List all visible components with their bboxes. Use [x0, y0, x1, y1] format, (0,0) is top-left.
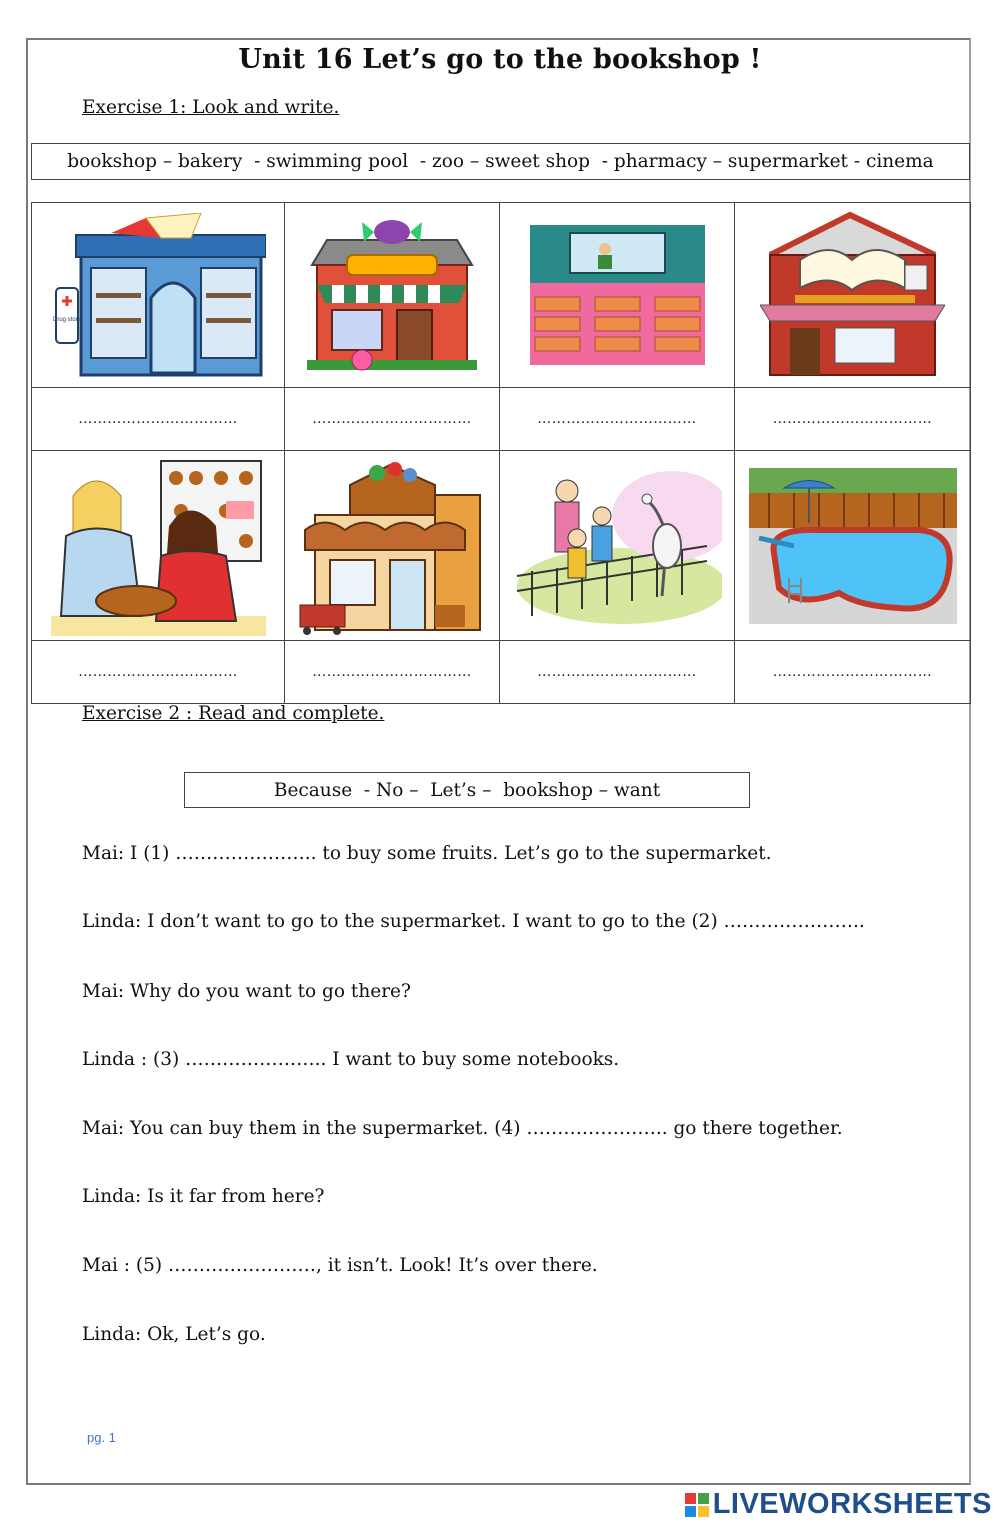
picture-cell-7: [500, 451, 735, 641]
zoo-icon: [512, 466, 722, 626]
sweet-shop-icon: [292, 210, 492, 380]
dialog-line-7[interactable]: Mai : (5) ……………………, it isn’t. Look! It’s over there.: [82, 1255, 598, 1276]
dialog-line-2[interactable]: Linda: I don’t want to go to the supermarket. I want to go to the (2) …………………..: [82, 911, 865, 932]
cinema-icon: [530, 225, 705, 365]
exercise1-word-bank: bookshop – bakery - swimming pool - zoo – sweet shop - pharmacy – supermarket - cinema: [31, 143, 970, 180]
picture-cell-6: [285, 451, 500, 641]
answer-blank-4[interactable]: ……………………………: [735, 388, 971, 451]
pharmacy-icon: [51, 213, 266, 378]
answer-blank-7[interactable]: ……………………………: [500, 641, 735, 704]
answer-blank-8[interactable]: ……………………………: [735, 641, 971, 704]
page-title: Unit 16 Let’s go to the bookshop !: [238, 44, 762, 75]
picture-cell-4: [735, 203, 971, 388]
dialog-line-8: Linda: Ok, Let’s go.: [82, 1324, 266, 1345]
picture-cell-8: [735, 451, 971, 641]
swimming-pool-icon: [749, 468, 957, 624]
picture-cell-5: [32, 451, 285, 641]
dialog-line-3: Mai: Why do you want to go there?: [82, 981, 411, 1002]
dialog-line-1[interactable]: Mai: I (1) ………………….. to buy some fruits. Let’s go to the supermarket.: [82, 843, 772, 864]
answer-blank-3[interactable]: ……………………………: [500, 388, 735, 451]
liveworksheets-logo-icon: [684, 1492, 710, 1518]
exercise1-picture-grid: [31, 202, 971, 704]
brand-text: LIVEWORKSHEETS: [712, 1488, 992, 1520]
bakery-icon: [51, 456, 266, 636]
page-number: pg. 1: [87, 1430, 116, 1445]
exercise1-heading: Exercise 1: Look and write.: [82, 97, 340, 118]
pharmacy-sign-text: Drug store: [52, 316, 81, 323]
exercise2-heading: Exercise 2 : Read and complete.: [82, 703, 385, 724]
answer-blank-2[interactable]: ……………………………: [285, 388, 500, 451]
answer-blank-1[interactable]: ……………………………: [32, 388, 285, 451]
picture-cell-1: [32, 203, 285, 388]
exercise2-word-bank: Because - No – Let’s – bookshop – want: [184, 772, 750, 808]
picture-cell-3: [500, 203, 735, 388]
dialog-line-4[interactable]: Linda : (3) ………………….. I want to buy some notebooks.: [82, 1049, 620, 1070]
supermarket-icon: [295, 455, 490, 637]
picture-cell-2: [285, 203, 500, 388]
bookshop-icon: [760, 210, 945, 380]
answer-blank-6[interactable]: ……………………………: [285, 641, 500, 704]
brand-logo[interactable]: [684, 1488, 992, 1521]
answer-blank-5[interactable]: ……………………………: [32, 641, 285, 704]
dialog-line-5[interactable]: Mai: You can buy them in the supermarket. (4) ………………….. go there together.: [82, 1118, 843, 1139]
dialog-line-6: Linda: Is it far from here?: [82, 1186, 325, 1207]
